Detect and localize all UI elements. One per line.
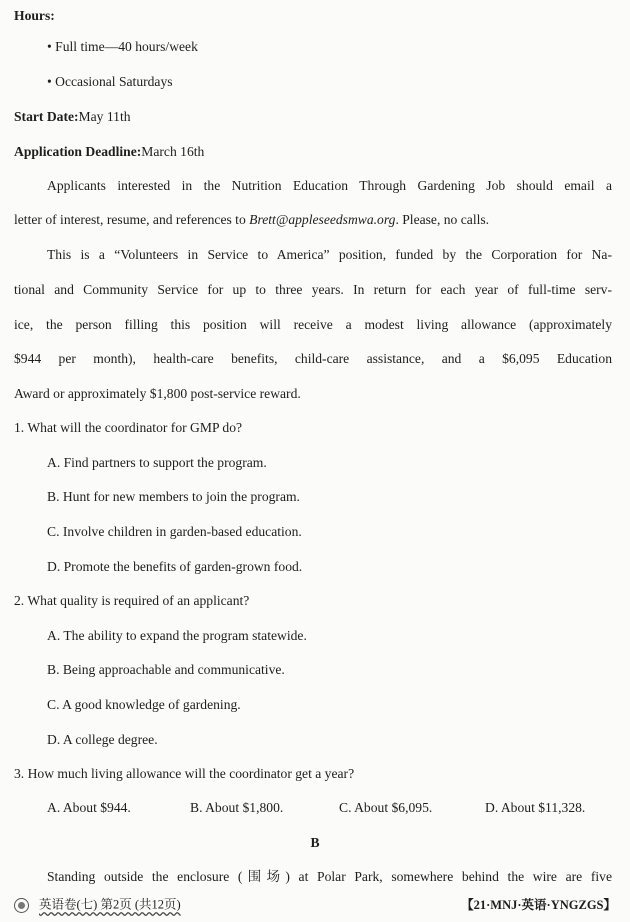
para2-line1: This is a “Volunteers in Service to America” position, funded by the Corporation for Na- <box>47 247 612 262</box>
question-1-option-c: C. Involve children in garden-based education. <box>47 524 302 539</box>
application-deadline: Application Deadline:March 16th <box>14 144 205 159</box>
para2-line5: Award or approximately $1,800 post-service reward. <box>14 386 301 401</box>
question-2-option-a: A. The ability to expand the program statewide. <box>47 628 307 643</box>
para1-line1: Applicants interested in the Nutrition Education Through Gardening Job should email a <box>47 178 612 193</box>
hours-heading: Hours: <box>14 8 55 23</box>
question-1-stem: 1. What will the coordinator for GMP do? <box>14 420 243 435</box>
question-2-option-d: D. A college degree. <box>47 732 158 747</box>
footer-exam-code: 【21·MNJ·英语·YNGZGS】 <box>461 898 616 912</box>
question-1-option-b: B. Hunt for new members to join the program. <box>47 489 300 504</box>
para2-line3: ice, the person filling this position will receive a modest living allowance (approximately <box>14 317 612 332</box>
question-2-option-b: B. Being approachable and communicative. <box>47 662 285 677</box>
question-2-option-c: C. A good knowledge of gardening. <box>47 697 241 712</box>
question-2-stem: 2. What quality is required of an applicant? <box>14 593 250 608</box>
email-link[interactable]: Brett@appleseedsmwa.org <box>249 212 396 227</box>
hours-item-saturdays: • Occasional Saturdays <box>47 74 173 89</box>
hours-item-fulltime: • Full time—40 hours/week <box>47 39 198 54</box>
question-3-option-d: D. About $11,328. <box>485 800 586 815</box>
para2-line2: tional and Community Service for up to three years. In return for each year of full-time serv- <box>14 282 612 297</box>
question-3-option-c: C. About $6,095. <box>339 800 433 815</box>
question-1-option-a: A. Find partners to support the program. <box>47 455 267 470</box>
para1-line2: letter of interest, resume, and references to Brett@appleseedsmwa.org. Please, no calls. <box>14 212 490 227</box>
para2-line4: $944 per month), health-care benefits, child-care assistance, and a $6,095 Education <box>14 351 612 366</box>
passage-b-line1: Standing outside the enclosure (围场) at Polar Park, somewhere behind the wire are five <box>47 869 612 884</box>
question-3-stem: 3. How much living allowance will the coordinator get a year? <box>14 766 355 781</box>
start-date: Start Date:May 11th <box>14 109 131 124</box>
question-3-option-b: B. About $1,800. <box>190 800 284 815</box>
section-b-heading: B <box>310 835 320 850</box>
footer-page-info: 英语卷(七) 第2页 (共12页) <box>14 898 181 913</box>
publisher-logo-icon <box>14 898 29 913</box>
question-1-option-d: D. Promote the benefits of garden-grown food. <box>47 559 303 574</box>
question-3-option-a: A. About $944. <box>47 800 131 815</box>
